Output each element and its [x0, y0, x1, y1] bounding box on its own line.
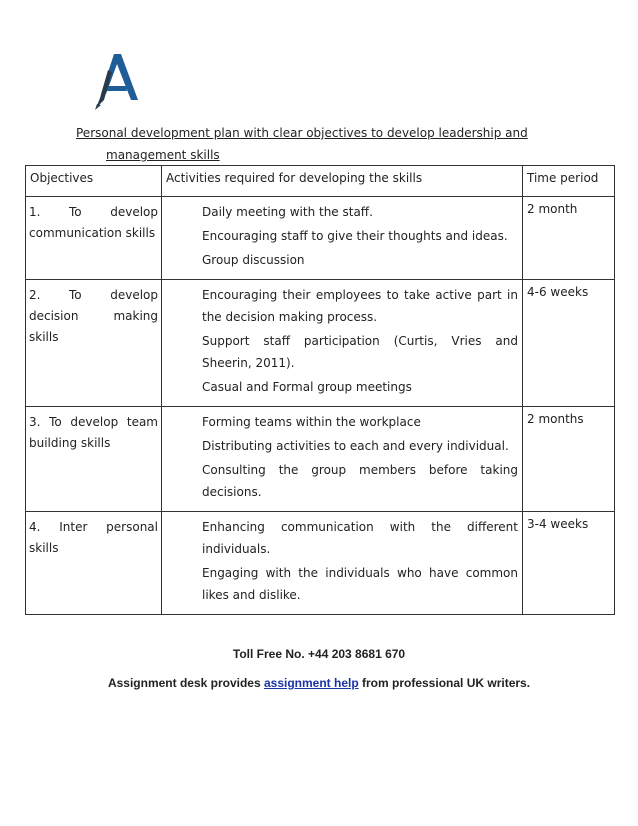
desk-prefix: Assignment desk provides [107, 676, 264, 690]
activities-cell [162, 512, 523, 615]
time-period-cell: 2 months [523, 407, 615, 512]
table-row [26, 407, 615, 512]
activities-cell [162, 197, 523, 280]
activity-item: Enhancing communication with the different individuals. [202, 520, 518, 556]
activity-item: Group discussion [202, 253, 305, 267]
document-title [76, 122, 576, 166]
table-row [26, 197, 615, 280]
table-row [26, 512, 615, 615]
activity-item: Engaging with the individuals who have common likes and dislike. [202, 566, 518, 602]
activities-cell [162, 407, 523, 512]
table-header-row [26, 166, 615, 197]
pen-a-logo-icon [92, 50, 140, 112]
objective-cell: 2. To develop decision making skills [26, 280, 162, 407]
assignment-desk-line [0, 676, 638, 690]
activity-item: Support staff participation (Curtis, Vries and Sheerin, 2011). [202, 334, 518, 370]
company-logo [92, 50, 140, 112]
header-time-period: Time period [523, 166, 615, 197]
toll-free-number: Toll Free No. +44 203 8681 670 [232, 647, 406, 661]
development-plan-table [25, 165, 615, 615]
title-line-1: Personal development plan with clear objectives to develop leadership and [76, 126, 528, 140]
activities-cell [162, 280, 523, 407]
time-period-cell: 3-4 weeks [523, 512, 615, 615]
time-period-cell: 4-6 weeks [523, 280, 615, 407]
activity-item: Encouraging staff to give their thoughts and ideas. [202, 229, 508, 243]
header-objectives: Objectives [26, 166, 162, 197]
activity-item: Forming teams within the workplace [202, 415, 421, 429]
title-line-2: management skills [106, 148, 220, 162]
header-activities: Activities required for developing the skills [162, 166, 523, 197]
desk-suffix: from professional UK writers. [358, 676, 531, 690]
activity-item: Casual and Formal group meetings [202, 380, 412, 394]
table-row [26, 280, 615, 407]
objective-cell: 1. To develop communication skills [26, 197, 162, 280]
activity-item: Distributing activities to each and every individual. [202, 439, 509, 453]
objective-cell: 4. Inter personal skills [26, 512, 162, 615]
activity-item: Consulting the group members before taking decisions. [202, 463, 518, 499]
time-period-cell: 2 month [523, 197, 615, 280]
assignment-help-link[interactable]: assignment help [263, 676, 359, 690]
objective-cell: 3. To develop team building skills [26, 407, 162, 512]
activity-item: Encouraging their employees to take active part in the decision making process. [202, 288, 518, 324]
activity-item: Daily meeting with the staff. [202, 205, 373, 219]
